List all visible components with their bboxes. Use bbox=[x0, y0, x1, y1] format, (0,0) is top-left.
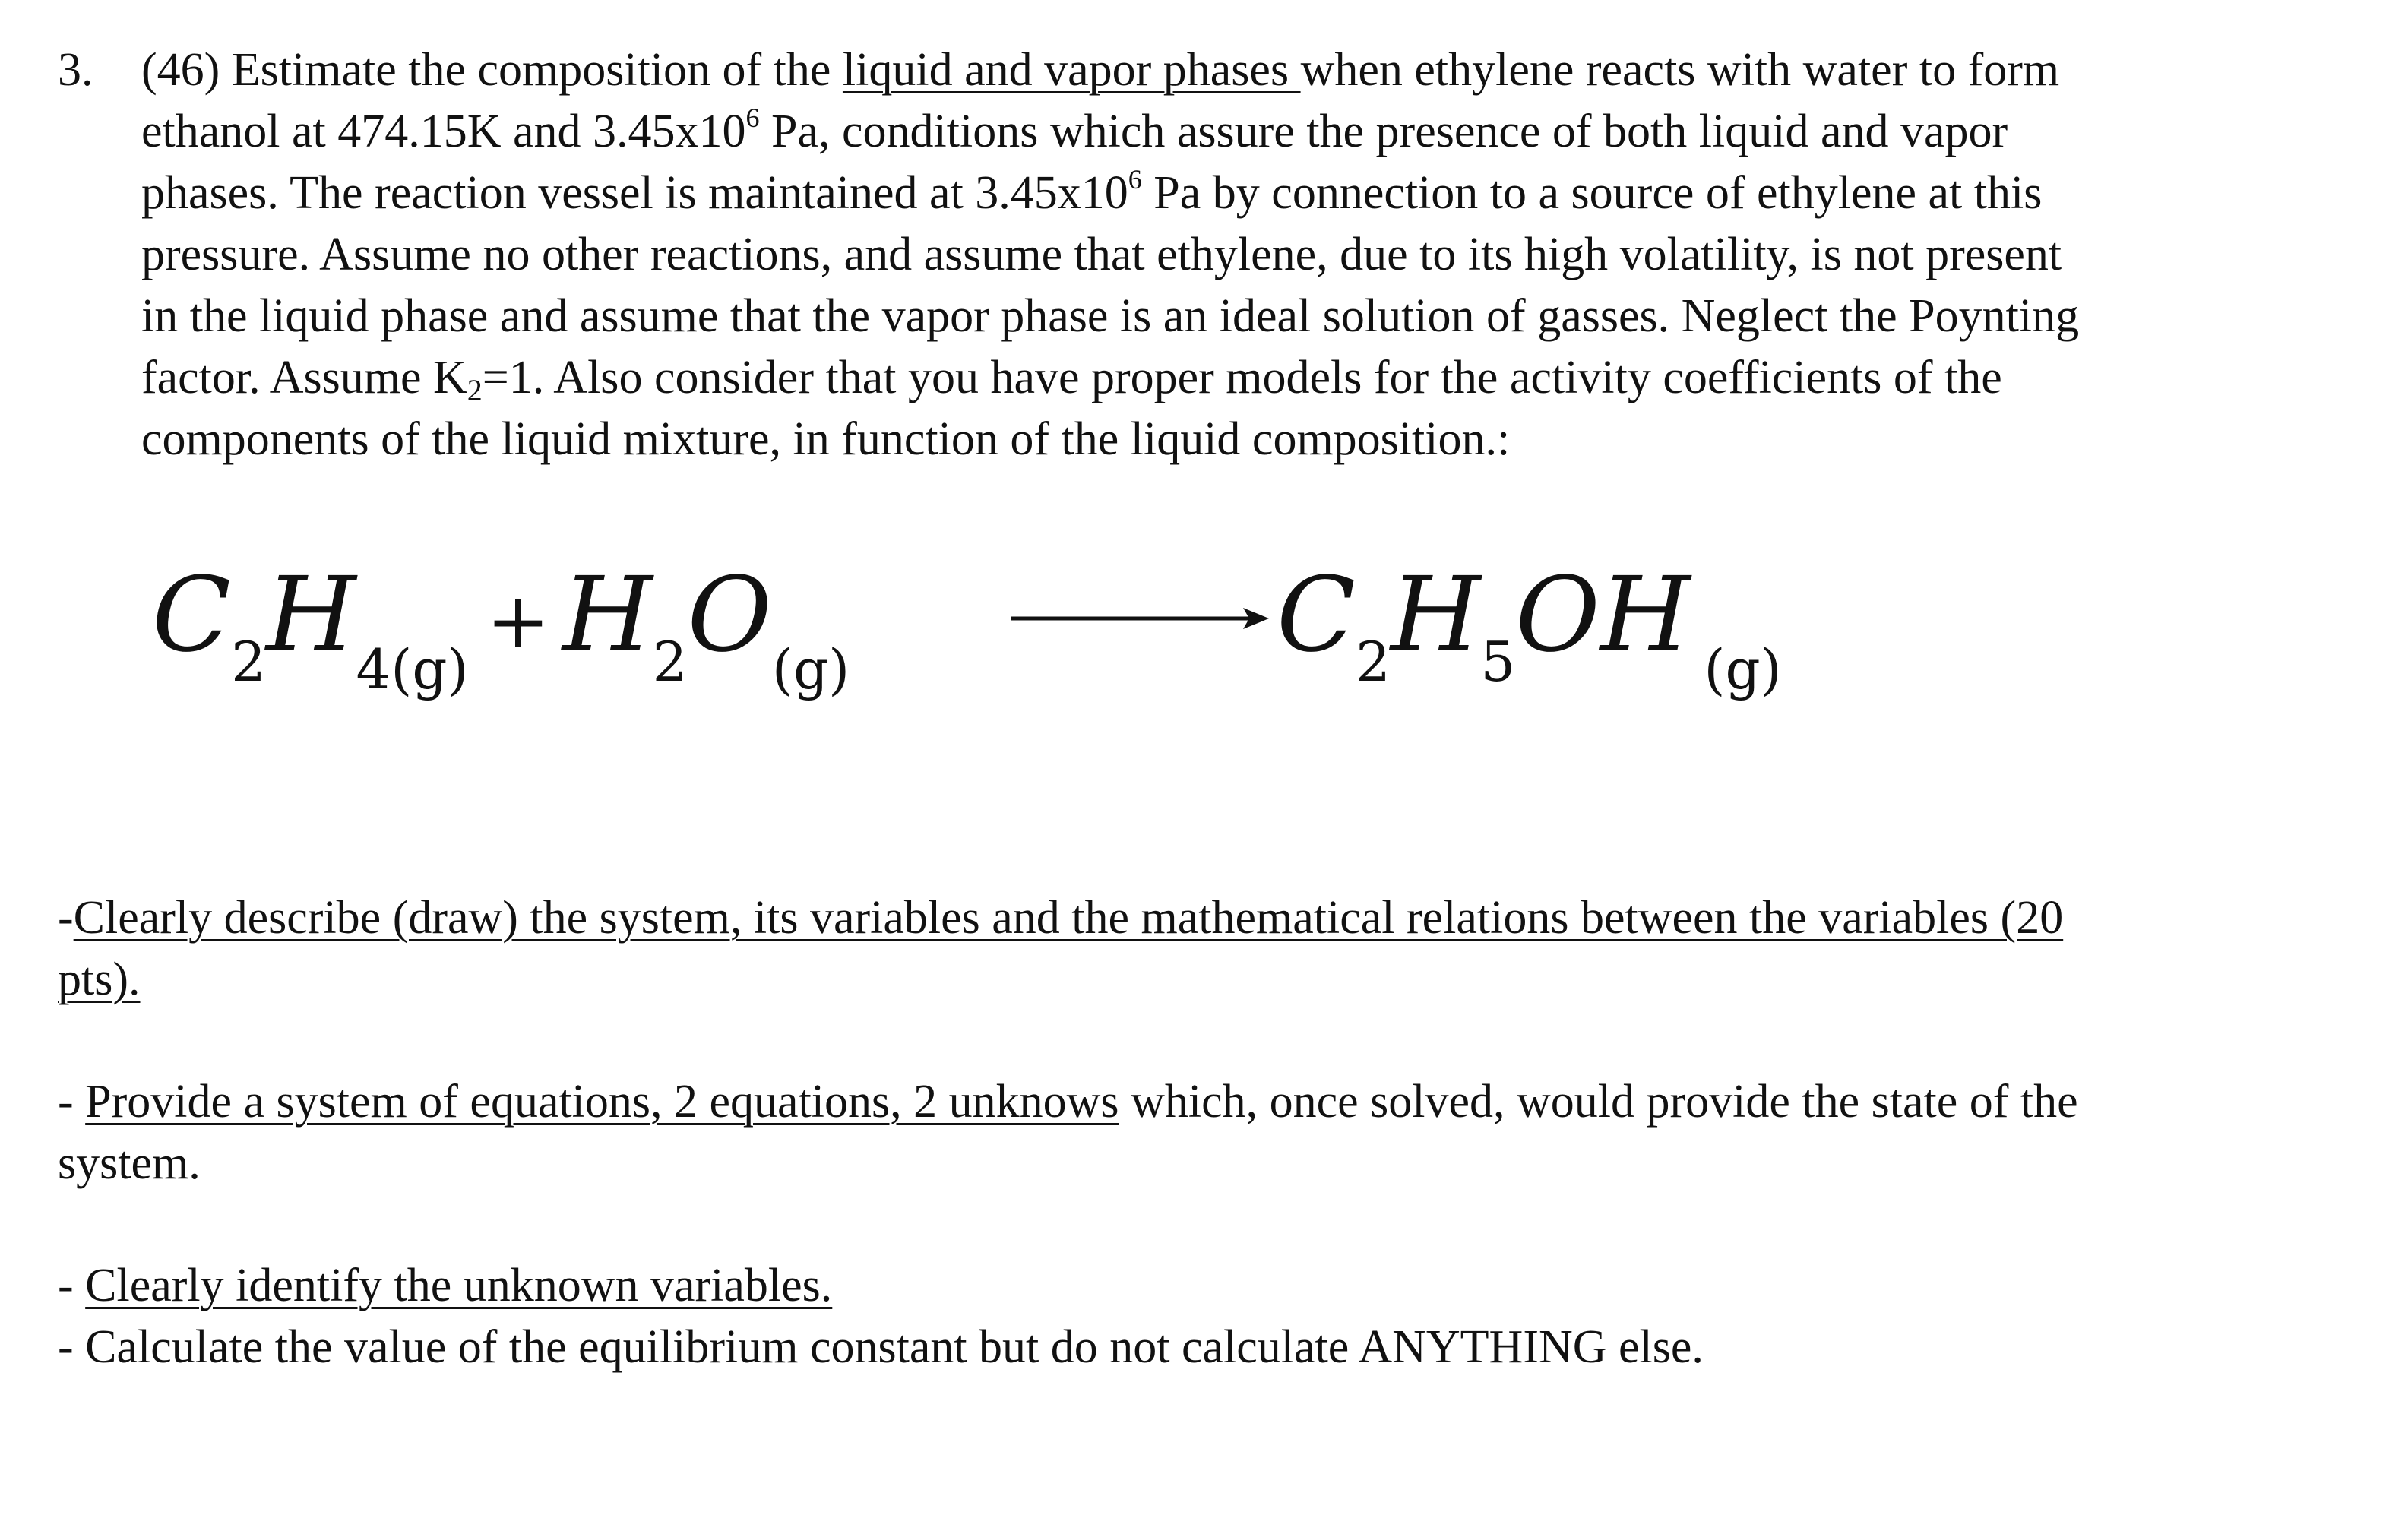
task-line bbox=[58, 1255, 2375, 1317]
task-underlined-text: Clearly describe (draw) the system, its variables and the mathematical relations between the variables (20 bbox=[73, 892, 2064, 944]
task-line bbox=[58, 887, 2375, 949]
plus-sign: + bbox=[486, 577, 550, 666]
formula-symbol: H bbox=[1390, 555, 1481, 675]
task-underlined-text: Provide a system of equations, 2 equations, 2 unknows bbox=[85, 1076, 1119, 1128]
task-line bbox=[58, 1071, 2375, 1133]
reactant-water bbox=[562, 555, 850, 701]
task-line bbox=[58, 949, 2375, 1011]
formula-subscript: 2 bbox=[652, 630, 688, 694]
task-dash: - bbox=[58, 1076, 86, 1128]
formula-symbol: C bbox=[152, 555, 232, 675]
formula-symbol: O bbox=[687, 555, 772, 675]
formula-symbol: H bbox=[562, 555, 653, 675]
formula-symbol: H bbox=[265, 555, 356, 675]
task-text: which, once solved, would provide the state of the bbox=[1119, 1076, 2078, 1128]
state-label: (g) bbox=[771, 637, 850, 701]
subscript: 2 bbox=[467, 373, 483, 407]
reaction-arrow-icon bbox=[1011, 603, 1269, 634]
task-dash: - bbox=[58, 1260, 86, 1311]
paragraph-line-3 bbox=[141, 163, 2345, 224]
task-underlined-text: pts). bbox=[58, 954, 141, 1005]
line-text: factor. Assume K bbox=[141, 352, 467, 403]
line-text: when ethylene reacts with water to form bbox=[1300, 44, 2060, 96]
task-underlined-text: Clearly identify the unknown variables. bbox=[85, 1260, 833, 1311]
product-ethanol bbox=[1277, 555, 1782, 701]
reaction-equation bbox=[152, 555, 1782, 701]
paragraph-line-5: in the liquid phase and assume that the vapor phase is an ideal solution of gasses. Neglect the Poynting bbox=[141, 290, 2080, 342]
task-text: - Calculate the value of the equilibrium constant but do not calculate ANYTHING else. bbox=[58, 1321, 1704, 1373]
formula-symbol: C bbox=[1277, 555, 1356, 675]
paragraph-line-1 bbox=[141, 40, 2345, 101]
task-text: system. bbox=[58, 1137, 201, 1189]
exponent: 6 bbox=[1128, 164, 1142, 195]
task-system-of-equations bbox=[58, 1071, 2375, 1194]
formula-subscript: 5 bbox=[1480, 630, 1516, 694]
task-dash: - bbox=[58, 892, 74, 944]
question-number: 3. bbox=[58, 44, 93, 96]
question-paragraph bbox=[141, 40, 2345, 470]
line-text: ethanol at 474.15K and 3.45x10 bbox=[141, 106, 746, 157]
line-text: Estimate the composition of the bbox=[220, 44, 843, 96]
line-text: Pa, conditions which assure the presence of both liquid and vapor bbox=[759, 106, 2008, 157]
underlined-phrase-phases: liquid and vapor phases bbox=[842, 44, 1301, 96]
line-text: =1. Also consider that you have proper models for the activity coefficients of the bbox=[482, 352, 2002, 403]
line-text: Pa by connection to a source of ethylene at this bbox=[1141, 167, 2043, 219]
question-points: (46) bbox=[141, 44, 220, 96]
state-label: (g) bbox=[1704, 637, 1782, 701]
paragraph-line-6 bbox=[141, 347, 2345, 409]
task-identify-and-calculate bbox=[58, 1255, 2375, 1378]
formula-symbol: OH bbox=[1515, 555, 1691, 675]
reactant-ethylene bbox=[152, 555, 469, 701]
state-label: 4(g) bbox=[356, 637, 469, 701]
task-describe-system bbox=[58, 887, 2375, 1011]
formula-subscript: 2 bbox=[1356, 630, 1391, 694]
exponent: 6 bbox=[745, 103, 760, 133]
line-text: phases. The reaction vessel is maintained at 3.45x10 bbox=[141, 167, 1128, 219]
formula-subscript: 2 bbox=[231, 630, 266, 694]
paragraph-line-4: pressure. Assume no other reactions, and assume that ethylene, due to its high volatility, is not present bbox=[141, 229, 2062, 280]
paragraph-line-7: components of the liquid mixture, in function of the liquid composition.: bbox=[141, 413, 1511, 465]
paragraph-line-2 bbox=[141, 101, 2345, 163]
